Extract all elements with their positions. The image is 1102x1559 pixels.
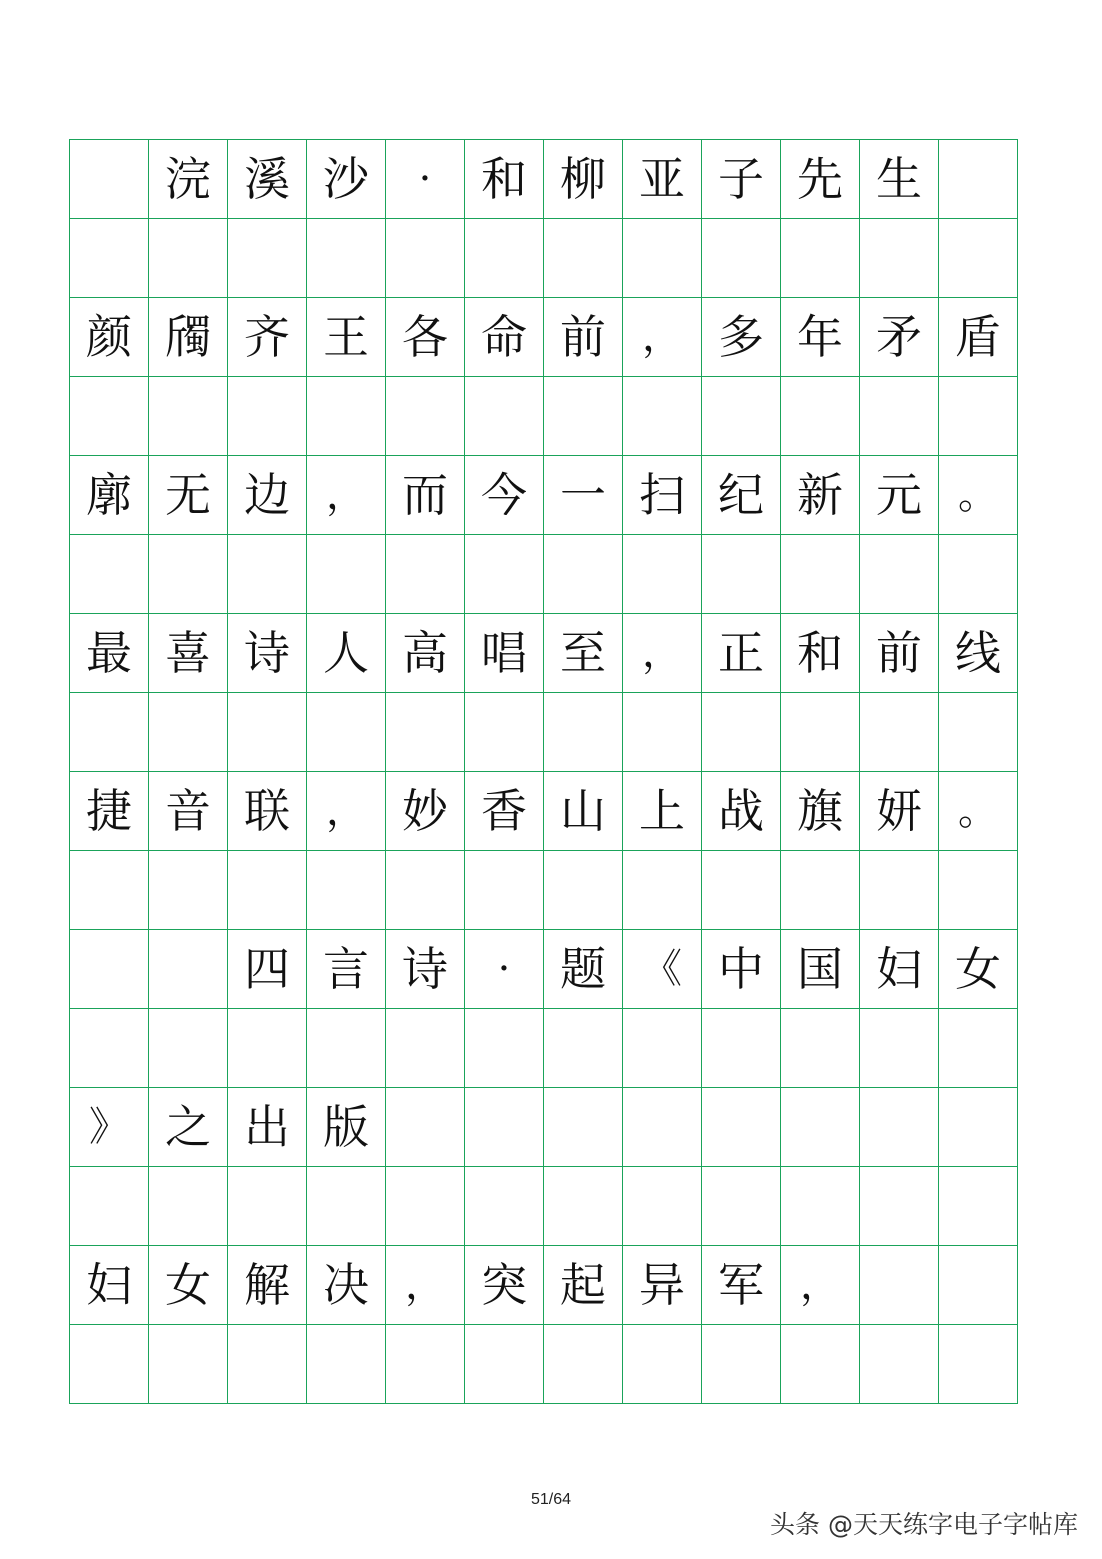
grid-cell-empty (228, 377, 307, 456)
grid-cell-character: 。 (939, 772, 1018, 851)
grid-cell-empty (781, 377, 860, 456)
grid-cell-character: 妇 (860, 930, 939, 1009)
grid-cell-character: 和 (465, 140, 544, 219)
grid-cell-empty (386, 851, 465, 930)
grid-cell-empty (544, 693, 623, 772)
grid-cell-empty (544, 535, 623, 614)
grid-cell-character: 版 (307, 1088, 386, 1167)
grid-cell-character: 中 (702, 930, 781, 1009)
grid-cell-empty (939, 693, 1018, 772)
grid-cell-empty (149, 1009, 228, 1088)
grid-cell-empty (149, 1325, 228, 1404)
grid-cell-empty (623, 219, 702, 298)
grid-cell-empty (860, 377, 939, 456)
grid-cell-empty (465, 693, 544, 772)
grid-cell-character: 妇 (70, 1246, 149, 1325)
grid-cell-empty (939, 1246, 1018, 1325)
grid-cell-empty (149, 219, 228, 298)
grid-cell-empty (465, 535, 544, 614)
grid-cell-empty (702, 1325, 781, 1404)
grid-cell-empty (307, 851, 386, 930)
grid-cell-empty (149, 535, 228, 614)
grid-cell-character: 多 (702, 298, 781, 377)
grid-cell-character: 诗 (228, 614, 307, 693)
grid-cell-empty (386, 1009, 465, 1088)
grid-cell-empty (70, 1009, 149, 1088)
grid-cell-character: 斶 (149, 298, 228, 377)
grid-cell-empty (386, 377, 465, 456)
grid-cell-empty (149, 930, 228, 1009)
grid-cell-character: ， (781, 1246, 860, 1325)
grid-cell-empty (939, 1009, 1018, 1088)
grid-cell-character: 诗 (386, 930, 465, 1009)
page-number: 51/64 (530, 1491, 572, 1508)
grid-cell-empty (307, 219, 386, 298)
grid-cell-character: 异 (623, 1246, 702, 1325)
grid-cell-character: 各 (386, 298, 465, 377)
grid-cell-character: ， (623, 614, 702, 693)
grid-cell-empty (544, 219, 623, 298)
grid-cell-empty (702, 1167, 781, 1246)
grid-cell-empty (702, 377, 781, 456)
grid-cell-character: 和 (781, 614, 860, 693)
grid-cell-empty (307, 1167, 386, 1246)
grid-cell-empty (860, 535, 939, 614)
grid-cell-character: 一 (544, 456, 623, 535)
grid-cell-empty (939, 1325, 1018, 1404)
grid-cell-empty (781, 1088, 860, 1167)
grid-cell-character: 捷 (70, 772, 149, 851)
grid-cell-character: 言 (307, 930, 386, 1009)
grid-cell-empty (939, 535, 1018, 614)
grid-cell-empty (939, 140, 1018, 219)
grid-cell-empty (70, 930, 149, 1009)
grid-cell-empty (623, 1325, 702, 1404)
grid-cell-character: 》 (70, 1088, 149, 1167)
grid-cell-character: 无 (149, 456, 228, 535)
grid-cell-empty (149, 851, 228, 930)
grid-cell-empty (70, 1167, 149, 1246)
grid-cell-character: 四 (228, 930, 307, 1009)
grid-cell-character: 齐 (228, 298, 307, 377)
grid-cell-character: 军 (702, 1246, 781, 1325)
grid-cell-empty (623, 1167, 702, 1246)
grid-cell-character: · (386, 140, 465, 219)
grid-cell-empty (307, 1325, 386, 1404)
grid-cell-character: 妍 (860, 772, 939, 851)
grid-cell-empty (781, 535, 860, 614)
grid-cell-empty (228, 1009, 307, 1088)
grid-cell-empty (939, 1088, 1018, 1167)
grid-cell-empty (860, 1325, 939, 1404)
grid-cell-character: 香 (465, 772, 544, 851)
grid-cell-empty (860, 1088, 939, 1167)
grid-cell-character: 音 (149, 772, 228, 851)
grid-cell-empty (781, 693, 860, 772)
grid-cell-empty (781, 1167, 860, 1246)
grid-cell-empty (307, 535, 386, 614)
grid-cell-character: · (465, 930, 544, 1009)
grid-cell-empty (465, 377, 544, 456)
grid-cell-empty (702, 693, 781, 772)
grid-cell-character: 之 (149, 1088, 228, 1167)
grid-cell-character: 起 (544, 1246, 623, 1325)
grid-cell-character: 题 (544, 930, 623, 1009)
grid-cell-character: 新 (781, 456, 860, 535)
grid-cell-empty (307, 693, 386, 772)
grid-cell-empty (544, 1167, 623, 1246)
grid-cell-character: 廓 (70, 456, 149, 535)
grid-cell-character: 边 (228, 456, 307, 535)
grid-cell-empty (465, 1325, 544, 1404)
grid-cell-empty (860, 693, 939, 772)
grid-cell-empty (702, 851, 781, 930)
grid-cell-empty (781, 1325, 860, 1404)
grid-cell-empty (386, 1325, 465, 1404)
grid-cell-character: 上 (623, 772, 702, 851)
grid-cell-empty (465, 851, 544, 930)
grid-cell-empty (860, 1167, 939, 1246)
grid-cell-empty (781, 219, 860, 298)
grid-cell-character: 喜 (149, 614, 228, 693)
grid-cell-character: 纪 (702, 456, 781, 535)
grid-cell-character: 年 (781, 298, 860, 377)
grid-cell-empty (465, 1167, 544, 1246)
grid-cell-character: 至 (544, 614, 623, 693)
grid-cell-character: 山 (544, 772, 623, 851)
grid-cell-empty (70, 851, 149, 930)
grid-cell-empty (386, 219, 465, 298)
grid-cell-empty (544, 377, 623, 456)
grid-cell-empty (149, 377, 228, 456)
grid-cell-empty (702, 535, 781, 614)
grid-cell-character: 《 (623, 930, 702, 1009)
grid-cell-empty (386, 1088, 465, 1167)
grid-cell-character: 生 (860, 140, 939, 219)
writing-grid (69, 139, 1018, 1404)
grid-cell-character: 国 (781, 930, 860, 1009)
grid-cell-character: 浣 (149, 140, 228, 219)
grid-cell-empty (544, 1009, 623, 1088)
grid-cell-character: 决 (307, 1246, 386, 1325)
grid-cell-character: 最 (70, 614, 149, 693)
grid-cell-empty (623, 851, 702, 930)
grid-cell-empty (860, 219, 939, 298)
grid-cell-character: ， (386, 1246, 465, 1325)
grid-cell-empty (228, 693, 307, 772)
grid-cell-empty (70, 1325, 149, 1404)
grid-cell-empty (939, 851, 1018, 930)
grid-cell-character: 高 (386, 614, 465, 693)
grid-cell-character: 前 (860, 614, 939, 693)
grid-cell-empty (702, 219, 781, 298)
grid-cell-character: 战 (702, 772, 781, 851)
grid-cell-empty (307, 377, 386, 456)
grid-cell-empty (939, 1167, 1018, 1246)
grid-cell-character: 溪 (228, 140, 307, 219)
grid-cell-character: 旗 (781, 772, 860, 851)
grid-cell-character: 沙 (307, 140, 386, 219)
grid-cell-character: 今 (465, 456, 544, 535)
grid-cell-empty (860, 1246, 939, 1325)
grid-cell-empty (623, 1088, 702, 1167)
grid-cell-character: 突 (465, 1246, 544, 1325)
grid-cell-empty (544, 851, 623, 930)
watermark: 头条 @天天练字电子字帖库 (770, 1510, 1078, 1539)
grid-cell-empty (465, 219, 544, 298)
grid-cell-empty (623, 535, 702, 614)
grid-cell-empty (149, 1167, 228, 1246)
grid-cell-empty (386, 1167, 465, 1246)
grid-cell-character: 而 (386, 456, 465, 535)
grid-cell-empty (781, 1009, 860, 1088)
grid-cell-empty (781, 851, 860, 930)
grid-cell-empty (465, 1088, 544, 1167)
grid-cell-character: 扫 (623, 456, 702, 535)
grid-cell-empty (70, 693, 149, 772)
grid-cell-character: 妙 (386, 772, 465, 851)
grid-cell-empty (623, 1009, 702, 1088)
grid-cell-empty (149, 693, 228, 772)
grid-cell-empty (228, 851, 307, 930)
grid-cell-character: 唱 (465, 614, 544, 693)
grid-cell-character: 。 (939, 456, 1018, 535)
grid-cell-character: 亚 (623, 140, 702, 219)
grid-cell-empty (70, 219, 149, 298)
grid-cell-character: 柳 (544, 140, 623, 219)
grid-cell-empty (939, 377, 1018, 456)
grid-cell-character: 盾 (939, 298, 1018, 377)
grid-cell-empty (544, 1088, 623, 1167)
grid-cell-empty (70, 535, 149, 614)
grid-cell-character: 命 (465, 298, 544, 377)
grid-cell-empty (465, 1009, 544, 1088)
grid-cell-character: 解 (228, 1246, 307, 1325)
grid-cell-character: 矛 (860, 298, 939, 377)
grid-cell-character: 出 (228, 1088, 307, 1167)
grid-cell-character: ， (307, 456, 386, 535)
grid-cell-empty (702, 1088, 781, 1167)
grid-cell-empty (860, 1009, 939, 1088)
grid-cell-empty (70, 377, 149, 456)
grid-cell-character: 线 (939, 614, 1018, 693)
grid-cell-character: 子 (702, 140, 781, 219)
grid-cell-empty (386, 693, 465, 772)
grid-cell-character: 王 (307, 298, 386, 377)
grid-cell-character: 联 (228, 772, 307, 851)
grid-cell-empty (544, 1325, 623, 1404)
grid-cell-character: 人 (307, 614, 386, 693)
grid-cell-empty (702, 1009, 781, 1088)
grid-cell-character: 先 (781, 140, 860, 219)
grid-cell-character: 元 (860, 456, 939, 535)
grid-cell-empty (623, 693, 702, 772)
grid-cell-character: 前 (544, 298, 623, 377)
grid-cell-empty (939, 219, 1018, 298)
grid-cell-empty (228, 535, 307, 614)
grid-cell-character: ， (623, 298, 702, 377)
grid-cell-character: 颜 (70, 298, 149, 377)
grid-cell-character: 女 (939, 930, 1018, 1009)
grid-cell-empty (228, 219, 307, 298)
grid-cell-character: 女 (149, 1246, 228, 1325)
grid-cell-empty (386, 535, 465, 614)
grid-cell-empty (623, 377, 702, 456)
grid-cell-empty (307, 1009, 386, 1088)
grid-cell-character: ， (307, 772, 386, 851)
grid-cell-empty (70, 140, 149, 219)
grid-cell-empty (860, 851, 939, 930)
grid-cell-empty (228, 1167, 307, 1246)
grid-cell-character: 正 (702, 614, 781, 693)
grid-cell-empty (228, 1325, 307, 1404)
